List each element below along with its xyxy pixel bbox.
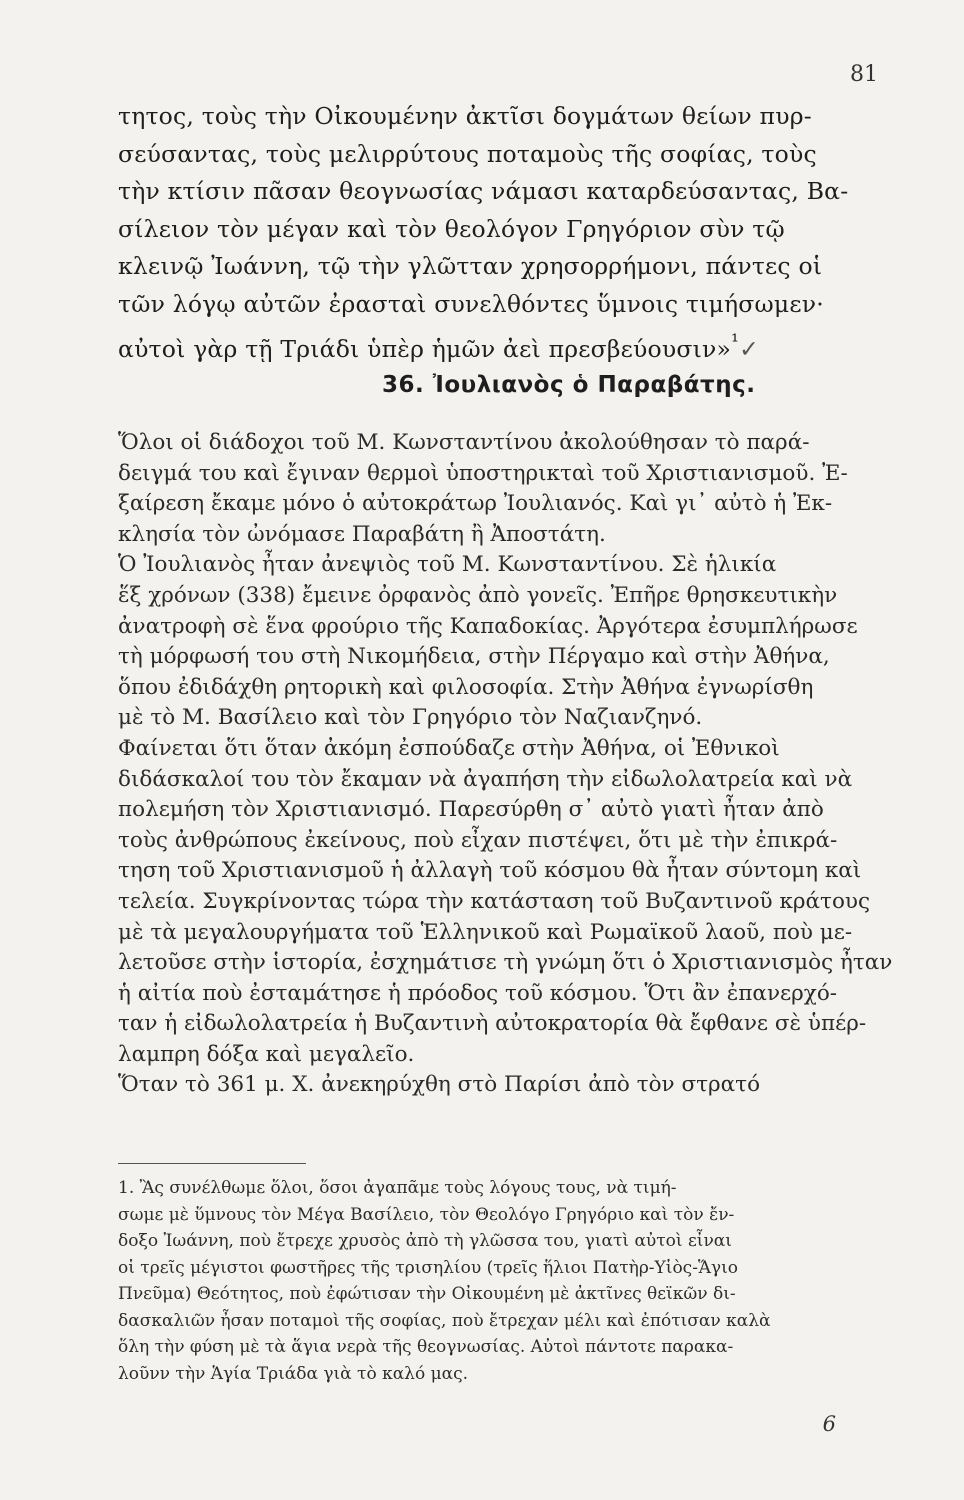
body-line: ἀνατροφὴ σὲ ἕνα φρούριο τῆς Καπαδοκίας. Ἀργότερα ἐσυμπλήρωσε: [118, 613, 858, 639]
signature-mark: 6: [822, 1412, 836, 1436]
body-line: Ὅταν τὸ 361 μ. Χ. ἀνεκηρύχθη στὸ Παρίσι ἀπὸ τὸν στρατό: [118, 1072, 761, 1098]
body-line: λετοῦσε στὴν ἱστορία, ἐσχημάτισε τὴ γνώμη ὅτι ὁ Χριστιανισμὸς ἦταν: [118, 950, 893, 976]
quote-line: σίλειον τὸν μέγαν καὶ τὸν θεολόγον Γρηγόριον σὺν τῷ: [118, 214, 785, 243]
body-line: λαμπρη δόξα καὶ μεγαλεῖο.: [118, 1041, 415, 1067]
quote-line: τητος, τοὺς τὴν Οἰκουμένην ἀκτῖσι δογμάτων θείων πυρ-: [118, 102, 812, 130]
body-line: διδάσκαλοί του τὸν ἔκαμαν νὰ ἀγαπήση τὴν εἰδωλολατρεία καὶ νὰ: [118, 766, 853, 792]
page-number: 81: [850, 62, 878, 87]
quote-paragraph: [118, 98, 870, 361]
footnote-divider: [118, 1163, 306, 1164]
body-line: Ὅλοι οἱ διάδοχοι τοῦ Μ. Κωνσταντίνου ἀκολούθησαν τὸ παρά-: [118, 430, 810, 455]
footnote-line: 1. Ἂς συνέλθωμε ὅλοι, ὅσοι ἀγαπᾶμε τοὺς λόγους τους, νὰ τιμή-: [118, 1178, 677, 1198]
footnote-line: λοῦνν τὴν Ἁγία Τριάδα γιὰ τὸ καλό μας.: [118, 1363, 469, 1384]
check-mark-icon: ✓: [739, 334, 759, 363]
body-line: ταν ἡ εἰδωλολατρεία ἡ Βυζαντινὴ αὐτοκρατορία θὰ ἔφθανε σὲ ὑπέρ-: [118, 1011, 867, 1037]
footnote-line: σωμε μὲ ὕμνους τὸν Μέγα Βασίλειο, τὸν Θεολόγο Γρηγόριο καὶ τὸν ἔν-: [118, 1204, 735, 1225]
body-line: ξαίρεση ἔκαμε μόνο ὁ αὐτοκράτωρ Ἰουλιανός. Καὶ γι᾽ αὐτὸ ἡ Ἐκ-: [118, 491, 833, 517]
quote-line: τὴν κτίσιν πᾶσαν θεογνωσίας νάμασι καταρδεύσαντας, Βα-: [118, 177, 849, 205]
footnote-line: Πνεῦμα) Θεότητος, ποὺ ἐφώτισαν τὴν Οἰκουμένη μὲ ἀκτῖνες θεϊκῶν δι-: [118, 1284, 736, 1304]
footnote-line: δασκαλιῶν ἦσαν ποταμοὶ τῆς σοφίας, ποὺ ἔτρεχαν μέλι καὶ ἐπότισαν καλὰ: [118, 1310, 771, 1331]
quote-line: κλεινῷ Ἰωάννη, τῷ τὴν γλῶτταν χρησορρήμονι, πάντες οἱ: [118, 252, 823, 280]
body-line: Φαίνεται ὅτι ὅταν ἀκόμη ἐσπούδαζε στὴν Ἀθήνα, οἱ Ἐθνικοὶ: [118, 735, 780, 761]
body-line: μὲ τὰ μεγαλουργήματα τοῦ Ἑλληνικοῦ καὶ Ρωμαϊκοῦ λαοῦ, ποὺ με-: [118, 919, 853, 945]
footnote-line: ὅλη τὴν φύση μὲ τὰ ἅγια νερὰ τῆς θεογνωσίας. Αὐτοὶ πάντοτε παρακα-: [118, 1337, 734, 1357]
body-line: τοὺς ἀνθρώπους ἐκείνους, ποὺ εἶχαν πιστέψει, ὅτι μὲ τὴν ἐπικρά-: [118, 827, 838, 853]
body-line: κλησία τὸν ὠνόμασε Παραβάτη ἢ Ἀποστάτη.: [118, 521, 606, 547]
footnote-line: οἱ τρεῖς μέγιστοι φωστῆρες τῆς τρισηλίου (τρεῖς ἥλιοι Πατὴρ-Υἱὸς-Ἅγιο: [118, 1257, 738, 1278]
body-line: μὲ τὸ Μ. Βασίλειο καὶ τὸν Γρηγόριο τὸν Ναζιανζηνό.: [118, 705, 703, 731]
body-line: ἕξ χρόνων (338) ἔμεινε ὀρφανὸς ἀπὸ γονεῖς. Ἐπῆρε θρησκευτικὴν: [118, 582, 838, 608]
quote-line: σεύσαντας, τοὺς μελιρρύτους ποταμοὺς τῆς σοφίας, τοὺς: [118, 139, 817, 168]
body-line: Ὁ Ἰουλιανὸς ἦταν ἀνεψιὸς τοῦ Μ. Κωνσταντίνου. Σὲ ἡλικία: [118, 552, 777, 578]
body-text: [118, 428, 893, 1101]
footnote-line: δοξο Ἰωάννη, ποὺ ἔτρεχε χρυσὸς ἀπὸ τὴ γλῶσσα του, γιατὶ αὐτοὶ εἶναι: [118, 1231, 732, 1251]
quote-line: τῶν λόγῳ αὐτῶν ἐρασταὶ συνελθόντες ὕμνοις τιμήσωμεν·: [118, 289, 824, 318]
body-line: ὅπου ἐδιδάχθη ρητορικὴ καὶ φιλοσοφία. Στὴν Ἀθήνα ἐγνωρίσθη: [118, 674, 814, 700]
body-line: ἡ αἰτία ποὺ ἐσταμάτησε ἡ πρόοδος τοῦ κόσμου. Ὅτι ἂν ἐπανερχό-: [118, 980, 838, 1006]
quote-last-text: αὐτοὶ γὰρ τῇ Τριάδι ὑπὲρ ἡμῶν ἀεὶ πρεσβεύουσιν»: [118, 334, 732, 363]
footnote: [118, 1175, 870, 1387]
body-line: τηση τοῦ Χριστιανισμοῦ ἡ ἀλλαγὴ τοῦ κόσμου θὰ ἦταν σύντομη καὶ: [118, 858, 862, 884]
body-line: τελεία. Συγκρίνοντας τώρα τὴν κατάσταση τοῦ Βυζαντινοῦ κράτους: [118, 888, 871, 914]
body-line: πολεμήση τὸν Χριστιανισμό. Παρεσύρθη σ᾽ αὐτὸ γιατὶ ἦταν ἀπὸ: [118, 797, 824, 823]
quote-last-line: [118, 323, 870, 361]
body-line: δειγμά του καὶ ἔγιναν θερμοὶ ὑποστηρικταὶ τοῦ Χριστιανισμοῦ. Ἐ-: [118, 460, 848, 486]
section-heading: 36. Ἰουλιανὸς ὁ Παραβάτης.: [382, 372, 756, 398]
footnote-marker: ¹: [731, 330, 740, 353]
body-line: τὴ μόρφωσή του στὴ Νικομήδεια, στὴν Πέργαμο καὶ στὴν Ἀθήνα,: [118, 644, 830, 670]
